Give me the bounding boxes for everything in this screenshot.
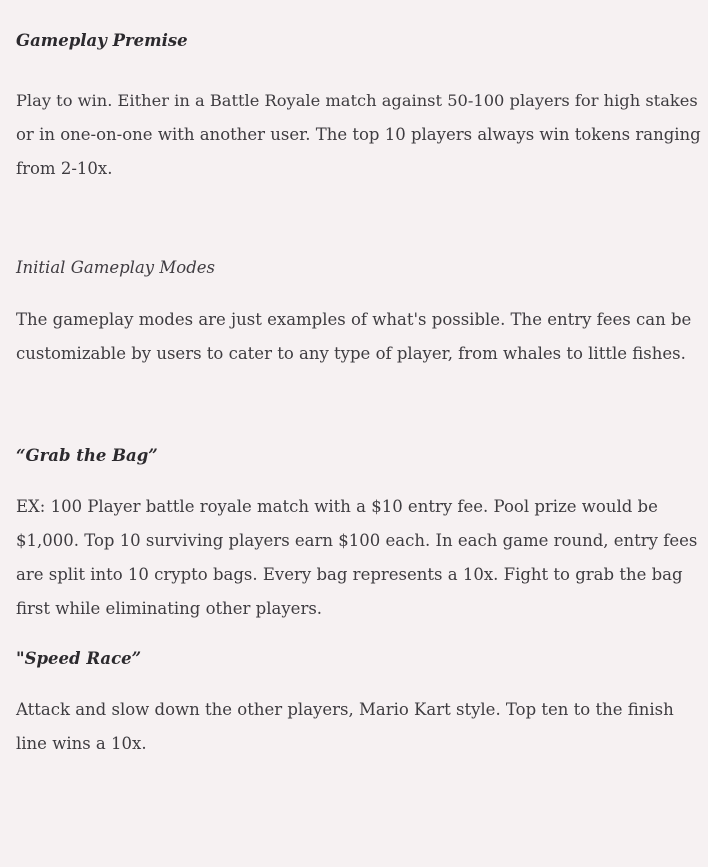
paragraph-line: The gameplay modes are just examples of what's possible. The entry fees can be [16, 310, 692, 329]
paragraph-line: line wins a 10x. [16, 734, 147, 753]
section-heading-gameplay-premise: Gameplay Premise [16, 31, 188, 50]
paragraph-line: Attack and slow down the other players, Mario Kart style. Top ten to the finish [16, 700, 674, 719]
paragraph-line: $1,000. Top 10 surviving players earn $100 each. In each game round, entry fees [16, 531, 698, 550]
paragraph-line: customizable by users to cater to any type of player, from whales to little fishes. [16, 344, 686, 363]
paragraph-line: or in one-on-one with another user. The top 10 players always win tokens ranging [16, 125, 701, 144]
paragraph-line: are split into 10 crypto bags. Every bag represents a 10x. Fight to grab the bag [16, 565, 683, 584]
paragraph-line: Play to win. Either in a Battle Royale match against 50-100 players for high stakes [16, 91, 698, 110]
paragraph-initial-gameplay-modes [16, 303, 704, 371]
section-heading-grab-the-bag: “Grab the Bag” [16, 446, 158, 465]
paragraph-line: from 2-10x. [16, 159, 113, 178]
paragraph-speed-race [16, 693, 704, 761]
paragraph-line: first while eliminating other players. [16, 599, 323, 618]
section-heading-speed-race: "Speed Race” [16, 649, 142, 668]
paragraph-grab-the-bag [16, 490, 704, 626]
section-heading-initial-gameplay-modes: Initial Gameplay Modes [16, 258, 215, 277]
paragraph-gameplay-premise [16, 84, 704, 186]
paragraph-line: EX: 100 Player battle royale match with a $10 entry fee. Pool prize would be [16, 497, 658, 516]
